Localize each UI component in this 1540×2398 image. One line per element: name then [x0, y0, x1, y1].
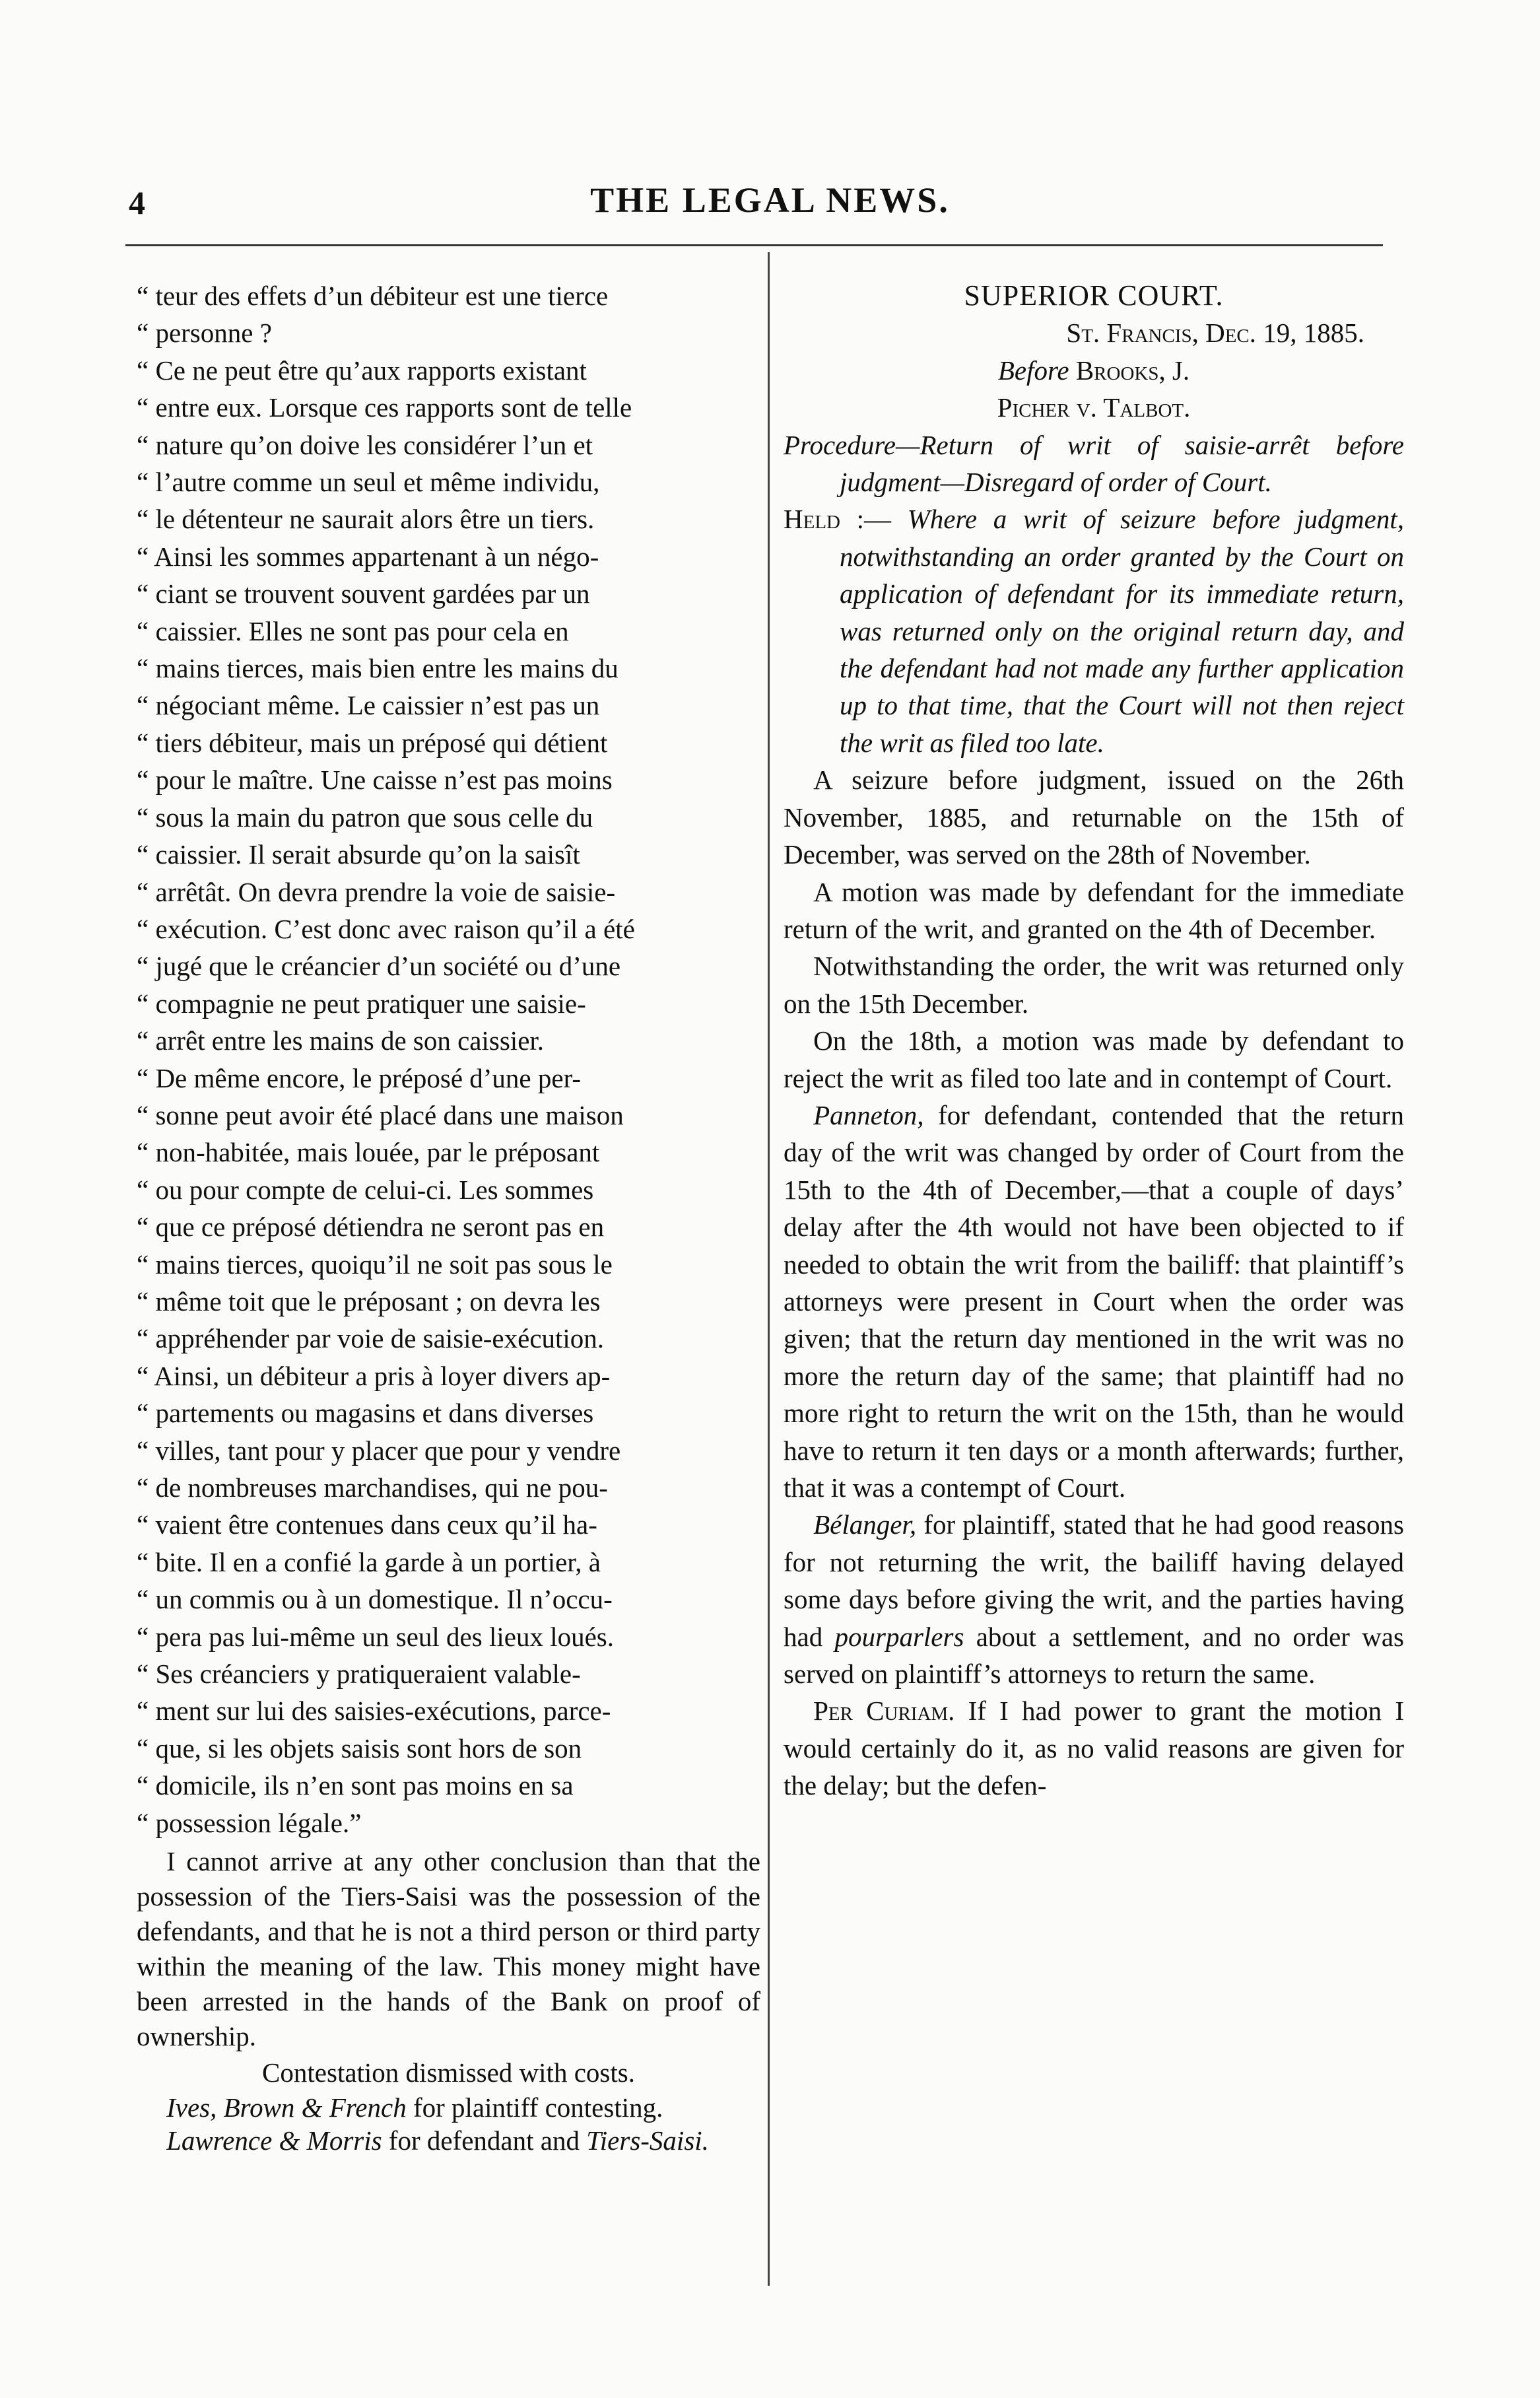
quote-line: “ non-habitée, mais louée, par le préposant: [137, 1137, 600, 1168]
belanger-text-1: for plaintiff, stated that he had good reasons for not returning the writ, the bailiff having delayed some days before giving the writ, and the parties having had: [784, 1509, 1404, 1652]
quote-line: “ partements ou magasins et dans diverses: [137, 1398, 594, 1429]
column-rule: [768, 252, 770, 2286]
panneton-argument: [784, 1097, 1404, 1506]
quote-line: “ un commis ou à un domestique. Il n’occu-: [137, 1584, 613, 1615]
case-parties: Picher v. Talbot.: [997, 392, 1191, 423]
quote-line: “ ment sur lui des saisies-exécutions, parce-: [137, 1696, 611, 1727]
quote-line: “ jugé que le créancier d’un société ou d’une: [137, 951, 621, 982]
per-curiam: [784, 1692, 1404, 1804]
left-column: [137, 277, 760, 2157]
counsel-defendant-role: for defendant and: [382, 2125, 587, 2156]
quote-line: “ Ainsi les sommes appartenant à un négo-: [137, 541, 599, 572]
quote-line: “ bite. Il en a confié la garde à un portier, à: [137, 1546, 601, 1577]
counsel-plaintiff-role: for plaintiff contesting.: [406, 2092, 663, 2123]
quote-line: “ vaient être contenues dans ceux qu’il ha-: [137, 1509, 597, 1540]
running-head: THE LEGAL NEWS.: [590, 180, 950, 220]
quote-line: “ mains tierces, quoiqu’il ne soit pas sous le: [137, 1249, 613, 1280]
quote-line: “ mains tierces, mais bien entre les mains du: [137, 653, 619, 684]
quote-line: “ de nombreuses marchandises, qui ne pou-: [137, 1472, 608, 1503]
quote-line: “ Ses créanciers y pratiqueraient valable-: [137, 1659, 581, 1690]
counsel-defendant-names: Lawrence & Morris: [166, 2125, 382, 2156]
quote-line: “ sonne peut avoir été placé dans une maison: [137, 1099, 624, 1130]
quote-line: “ nature qu’on doive les considérer l’un et: [137, 429, 593, 460]
quote-line: “ entre eux. Lorsque ces rapports sont de telle: [137, 392, 632, 423]
quote-line: “ villes, tant pour y placer que pour y vendre: [137, 1435, 621, 1466]
page-number: 4: [129, 184, 145, 221]
counsel-plaintiff-names: Ives, Brown & French: [166, 2092, 407, 2123]
per-curiam-text: If I had power to grant the motion I would certainly do it, as no valid reasons are given for the delay; but the defen-: [784, 1696, 1404, 1801]
quote-line: “ possession légale.”: [137, 1807, 362, 1838]
judge-line: [784, 352, 1404, 389]
quote-line: “ négociant même. Le caissier n’est pas un: [137, 690, 600, 721]
quote-line: “ que, si les objets saisis sont hors de son: [137, 1732, 582, 1764]
held-text: Where a writ of seizure before judgment, notwithstanding an order granted by the Court on application of defendant for its immediate return, was returned only on the original return day, and the defendant had not made any further application up to that time, that the Court will not then reject the writ as filed too late.: [840, 504, 1405, 758]
place-date: St. Francis, Dec. 19, 1885.: [1066, 318, 1364, 349]
quote-line: “ pour le maître. Une caisse n’est pas moins: [137, 765, 613, 796]
quote-line: “ Ce ne peut être qu’aux rapports existant: [137, 355, 587, 386]
court-title: SUPERIOR COURT.: [964, 279, 1224, 312]
panneton-text: for defendant, contended that the return day of the writ was changed by order of Court from the 15th to the 4th of December,—that a couple of days’ delay after the 4th would not have been objected to if needed to obtain the writ from the bailiff: that plaintiff’s attorneys were present in Court when the order was given; that the return day mentioned in the writ was no more the return day of the same; that plaintiff had no more right to return the writ on the 15th, than he would have to return it ten days or a month afterwards; further, that it was a contempt of Court.: [784, 1099, 1404, 1503]
quote-line: “ tiers débiteur, mais un préposé qui détient: [137, 727, 608, 758]
fact-paragraph: A motion was made by defendant for the immediate return of the writ, and granted on the 4th of December.: [784, 876, 1404, 944]
judge-name: Brooks, J.: [1075, 355, 1190, 386]
quote-line: “ Ainsi, un débiteur a pris à loyer divers ap-: [137, 1360, 611, 1391]
fact-paragraph: Notwithstanding the order, the writ was returned only on the 15th December.: [784, 951, 1404, 1019]
held-label: Held :—: [784, 504, 891, 535]
right-column: [784, 277, 1404, 1804]
quote-line: “ compagnie ne peut pratiquer une saisie-: [137, 988, 586, 1019]
quote-line: “ ciant se trouvent souvent gardées par un: [137, 578, 590, 609]
quote-line: “ arrêtât. On devra prendre la voie de saisie-: [137, 876, 616, 907]
counsel-defendant: [137, 2124, 760, 2157]
decision-line: Contestation dismissed with costs.: [262, 2057, 635, 2088]
fact-paragraph: On the 18th, a motion was made by defendant to reject the writ as filed too late and in contempt of Court.: [784, 1025, 1404, 1093]
quote-line: “ caissier. Il serait absurde qu’on la saisît: [137, 839, 580, 870]
quote-line: “ arrêt entre les mains de son caissier.: [137, 1025, 545, 1056]
panneton-name: Panneton,: [813, 1099, 924, 1130]
quote-line: “ De même encore, le préposé d’une per-: [137, 1062, 582, 1093]
header-rule: [125, 244, 1383, 246]
conclusion-paragraph: I cannot arrive at any other conclusion than that the possession of the Tiers-Saisi was the possession of the defendants, and that he is not a third person or third party within the meaning of the law. This money might have been arrested in the hands of the Bank on proof of ownership.: [137, 1846, 760, 2052]
belanger-name: Bélanger,: [813, 1509, 917, 1540]
quote-line: “ domicile, ils n’en sont pas moins en sa: [137, 1770, 574, 1801]
counsel-plaintiff: [137, 2091, 760, 2124]
belanger-italic: pourparlers: [834, 1621, 964, 1652]
quote-line: “ caissier. Elles ne sont pas pour cela en: [137, 615, 569, 646]
quote-line: “ sous la main du patron que sous celle du: [137, 802, 593, 833]
quote-line: “ le détenteur ne saurait alors être un tiers.: [137, 504, 595, 535]
counsel-defendant-party: Tiers-Saisi.: [586, 2125, 709, 2156]
quote-line: “ que ce préposé détiendra ne seront pas en: [137, 1212, 605, 1243]
quoted-lines: [137, 277, 760, 1841]
facts: [784, 761, 1404, 1097]
quote-line: “ exécution. C’est donc avec raison qu’il a été: [137, 913, 635, 944]
quote-line: “ personne ?: [137, 318, 272, 349]
quote-line: “ teur des effets d’un débiteur est une tierce: [137, 281, 609, 311]
quote-line: “ même toit que le préposant ; on devra les: [137, 1285, 601, 1317]
fact-paragraph: A seizure before judgment, issued on the 26th November, 1885, and returnable on the 15th of December, was served on the 28th of November.: [784, 765, 1404, 870]
quote-line: “ l’autre comme un seul et même individu,: [137, 467, 600, 498]
held: [784, 500, 1404, 761]
per-curiam-label: Per Curiam.: [813, 1696, 955, 1727]
quote-line: “ ou pour compte de celui-ci. Les sommes: [137, 1174, 594, 1205]
belanger-text-2: about a settlement, and no order was served on plaintiff’s attorneys to return the same.: [784, 1621, 1404, 1690]
quote-line: “ appréhender par voie de saisie-exécution.: [137, 1323, 605, 1354]
belanger-argument: [784, 1506, 1404, 1692]
headnote: Procedure—Return of writ of saisie-arrêt before judgment—Disregard of order of Court.: [784, 429, 1404, 498]
quote-line: “ pera pas lui-même un seul des lieux loués.: [137, 1621, 614, 1652]
before-label: Before: [997, 355, 1069, 386]
